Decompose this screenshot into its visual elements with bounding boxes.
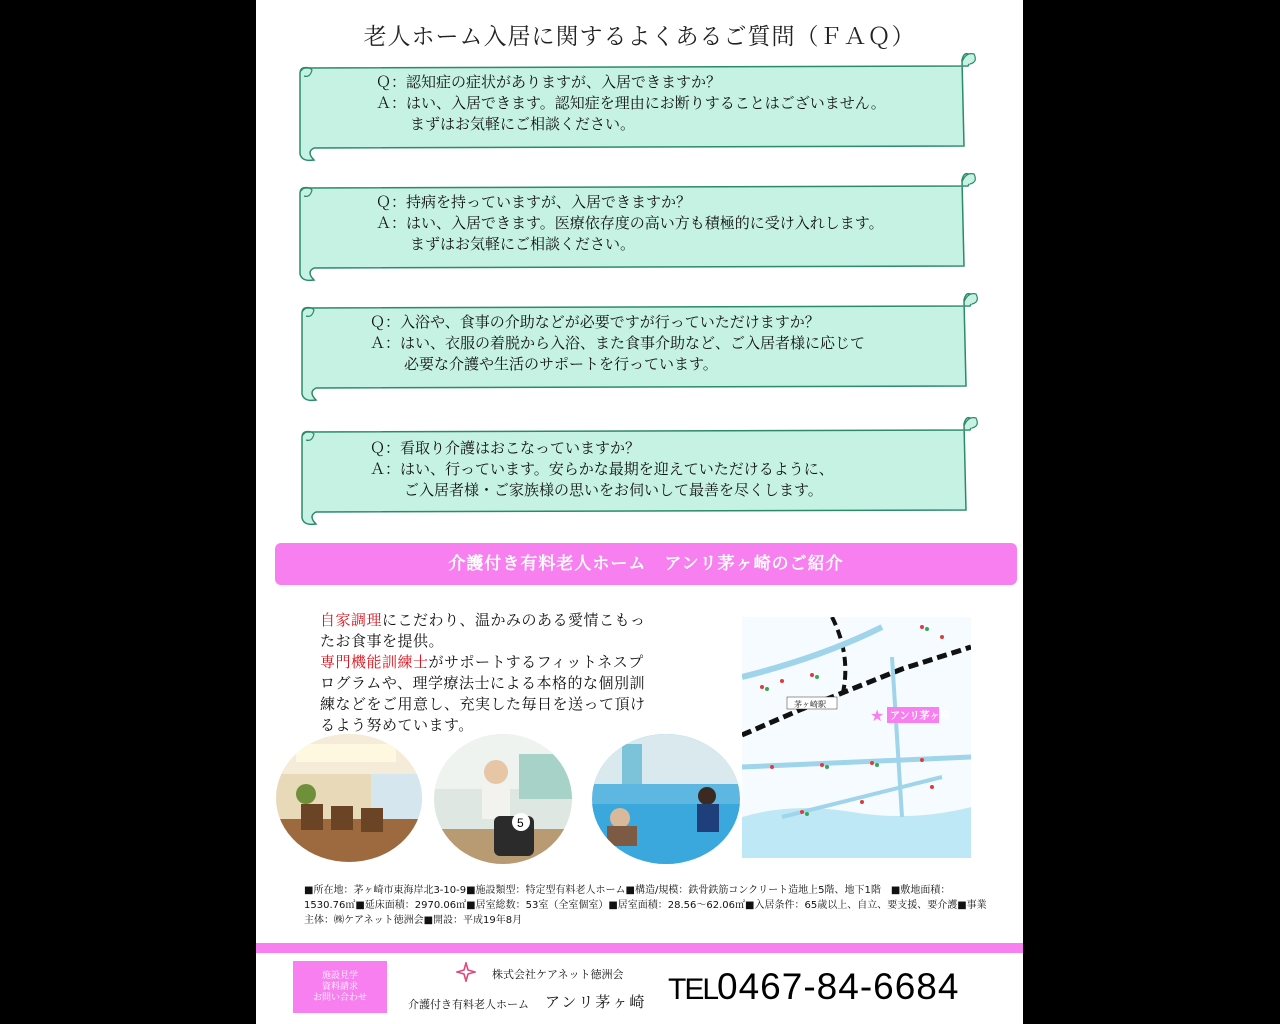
intro-banner: 介護付き有料老人ホーム アンリ茅ヶ崎のご紹介 bbox=[275, 543, 1017, 585]
highlight-cooking: 自家調理 bbox=[320, 611, 383, 629]
contact-line-1: 施設見学 bbox=[321, 970, 358, 981]
highlight-trainer: 専門機能訓練士 bbox=[320, 653, 429, 671]
svg-text:5: 5 bbox=[517, 816, 524, 830]
phone-number[interactable] bbox=[668, 966, 959, 1008]
contact-line-2: 資料請求 bbox=[321, 981, 358, 992]
flyer-page bbox=[256, 0, 1023, 1024]
faq-question: Ｑ：認知症の症状がありますが、入居できますか？ bbox=[376, 73, 722, 91]
company-name: 株式会社ケアネット徳洲会 bbox=[492, 968, 624, 981]
faq-question: Ｑ：入浴や、食事の介助などが必要ですが行っていただけますか？ bbox=[370, 313, 820, 331]
pool-photo bbox=[592, 734, 740, 864]
faq-item-3 bbox=[298, 290, 1023, 402]
faq-item-4 bbox=[298, 414, 1023, 526]
area-map bbox=[742, 617, 971, 858]
faq-answer: Ａ：はい、入居できます。認知症を理由にお断りすることはございません。 bbox=[376, 94, 886, 112]
star-icon: ★ bbox=[870, 706, 885, 725]
contact-button[interactable] bbox=[293, 961, 387, 1013]
fitness-photo bbox=[434, 734, 572, 864]
map-facility-label: アンリ茅ヶ崎 bbox=[890, 711, 950, 722]
intro-text-2: がサポートするフィットネスプログラムや、理学療法士による本格的な個別訓練などをご用意し、充実した毎日を送って頂けるよう努めています。 bbox=[320, 653, 646, 734]
faq-answer-cont: ご入居者様・ご家族様の思いをお伺いして最善を尽くします。 bbox=[404, 481, 823, 499]
facility-type: 介護付き有料老人ホーム bbox=[408, 998, 529, 1011]
facility-name: アンリ茅ヶ崎 bbox=[545, 993, 647, 1011]
dining-room-photo bbox=[276, 734, 422, 862]
faq-answer: Ａ：はい、行っています。安らかな最期を迎えていただけるように、 bbox=[370, 460, 834, 478]
faq-answer: Ａ：はい、入居できます。医療依存度の高い方も積極的に受け入れします。 bbox=[376, 214, 884, 232]
tel-number: 0467-84-6684 bbox=[717, 966, 960, 1007]
intro-text-1: にこだわり、温かみのある愛情こもったお食事を提供。 bbox=[320, 611, 646, 650]
page-title: 老人ホーム入居に関するよくあるご質問（ＦＡＱ） bbox=[363, 24, 916, 50]
faq-item-1 bbox=[296, 50, 1021, 162]
contact-line-3: お問い合わせ bbox=[312, 992, 367, 1003]
map-station-label: 茅ヶ崎駅 bbox=[794, 700, 826, 709]
faq-question: Ｑ：持病を持っていますが、入居できますか？ bbox=[376, 193, 692, 211]
tel-prefix: TEL bbox=[668, 973, 718, 1006]
faq-item-2 bbox=[296, 170, 1021, 282]
facility-info: ■所在地：茅ヶ崎市東海岸北3-10-9■施設類型：特定型有料老人ホーム■構造/規模：鉄骨鉄筋コンクリート造地上5階、地下1階 ■敷地面積：1530.76㎡■延床面積：2970.06㎡■居室総数：53室（全室個室）■居室面積：28.56～62.06㎡■入居条件：65歳以上、自立、要支援、要介護■事業主体：㈱ケアネット徳洲会■開設：平成19年8月 bbox=[304, 885, 987, 926]
faq-answer-cont: まずはお気軽にご相談ください。 bbox=[410, 115, 636, 133]
faq-answer-cont: まずはお気軽にご相談ください。 bbox=[410, 235, 636, 253]
faq-answer: Ａ：はい、衣服の着脱から入浴、また食事介助など、ご入居者様に応じて bbox=[370, 334, 866, 352]
faq-answer-cont: 必要な介護や生活のサポートを行っています。 bbox=[404, 355, 718, 373]
faq-question: Ｑ：看取り介護はおこなっていますか？ bbox=[370, 439, 641, 457]
divider-bar bbox=[256, 943, 1023, 953]
company-logo-icon bbox=[456, 962, 476, 982]
intro-text bbox=[320, 610, 650, 736]
